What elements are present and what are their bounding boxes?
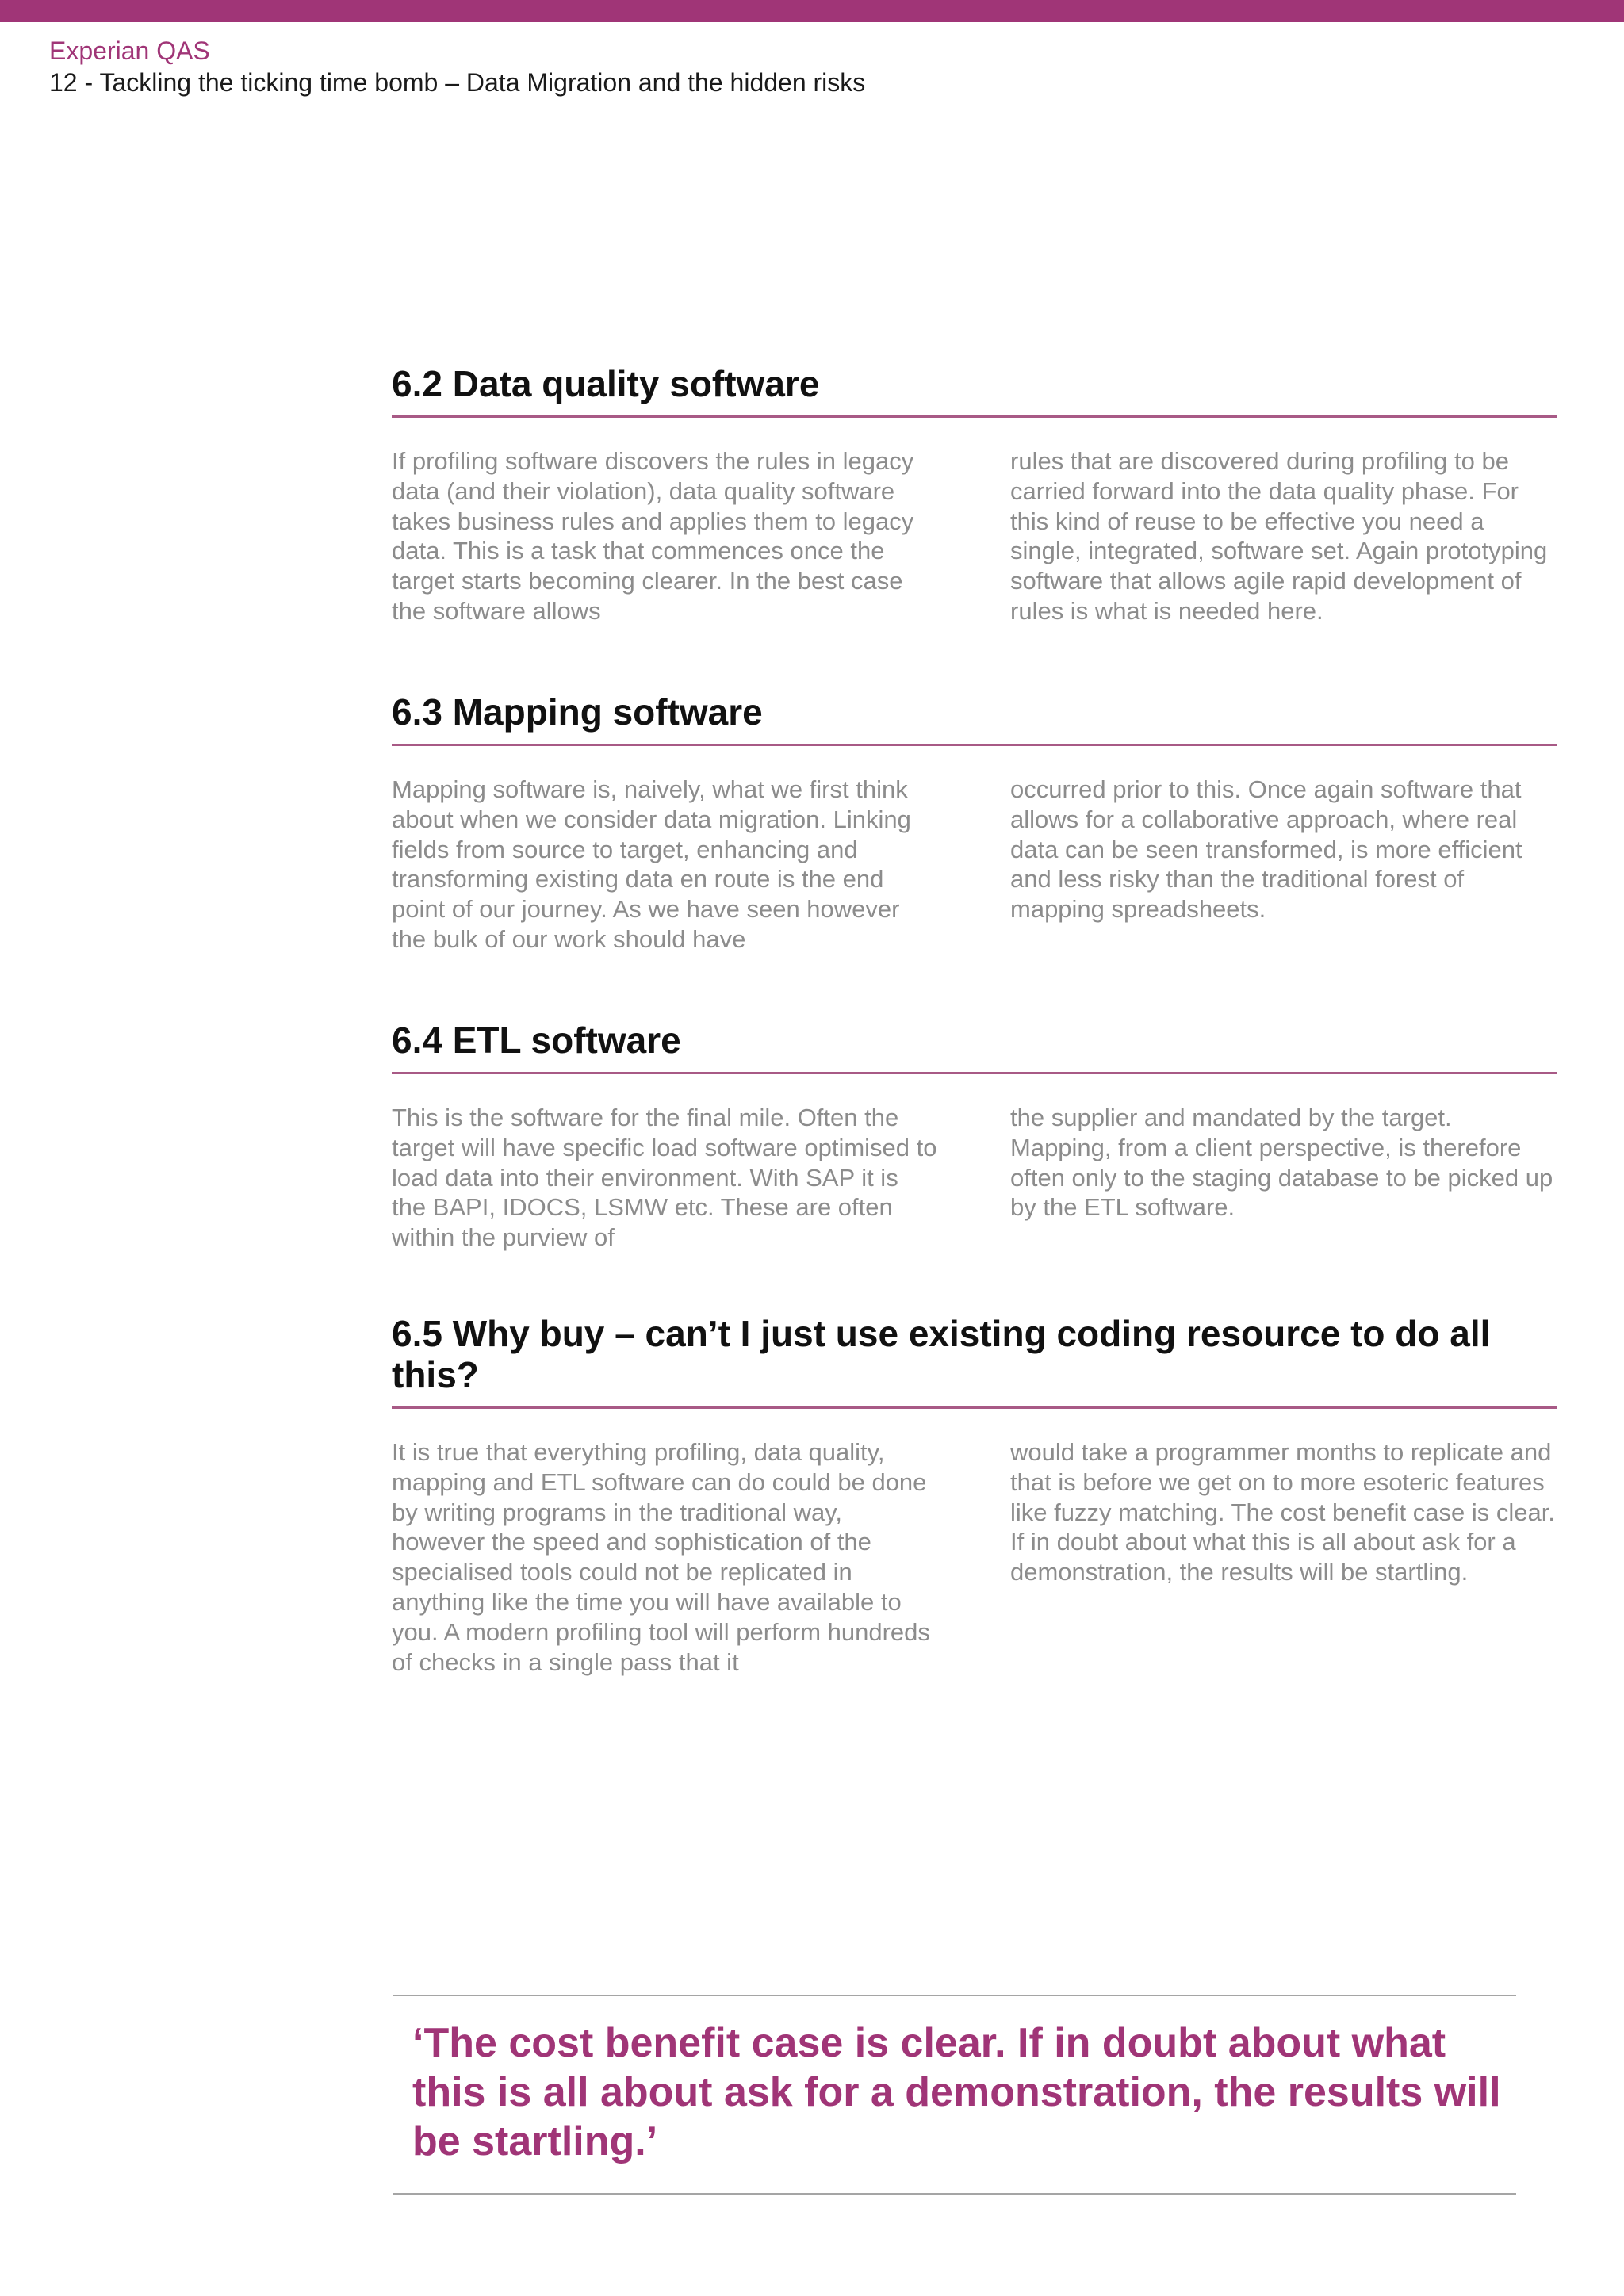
section-heading: 6.4 ETL software [392, 1020, 681, 1061]
right-column-text: rules that are discovered during profiling to be carried forward into the data quality phase. For this kind of reuse to be effective you need a single, integrated, software set. Again prototyping software that allows agile rapid development of rules is what is needed here. [1010, 447, 1548, 625]
section-columns [392, 446, 1557, 626]
section-heading: 6.2 Data quality software [392, 363, 820, 404]
section-heading: 6.3 Mapping software [392, 691, 763, 733]
pull-quote [393, 1995, 1516, 2195]
section-6-2 [392, 363, 1557, 626]
quote-top-rule [393, 1995, 1516, 1996]
page-header [49, 35, 865, 98]
section-columns [392, 1437, 1557, 1677]
right-column-text: would take a programmer months to replicate and that is before we get on to more esoteric features like fuzzy matching. The cost benefit case is clear. If in doubt about what this is all about ask for a demonstration, the results will be startling. [1010, 1438, 1555, 1586]
top-accent-bar [0, 0, 1624, 22]
document-title: - Tackling the ticking time bomb – Data Migration and the hidden risks [77, 68, 866, 97]
section-columns [392, 1103, 1557, 1253]
section-columns [392, 775, 1557, 955]
left-column-text: If profiling software discovers the rules in legacy data (and their violation), data quality software takes business rules and applies them to legacy data. This is a task that commences once the target starts becoming clearer. In the best case the software allows [392, 447, 914, 625]
right-column-text: the supplier and mandated by the target. Mapping, from a client perspective, is therefore often only to the staging database to be picked up by the ETL software. [1010, 1104, 1553, 1222]
section-6-4 [392, 1020, 1557, 1253]
brand-name: Experian QAS [49, 36, 210, 65]
quote-bottom-rule [393, 2193, 1516, 2195]
right-column-text: occurred prior to this. Once again software that allows for a collaborative approach, where real data can be seen transformed, is more efficient and less risky than the traditional forest of mapping spreadsheets. [1010, 775, 1522, 924]
section-6-5 [392, 1313, 1557, 1677]
page-number: 12 [49, 68, 78, 97]
running-header [49, 67, 865, 98]
section-6-3 [392, 691, 1557, 955]
section-heading: 6.5 Why buy – can’t I just use existing coding resource to do all this? [392, 1313, 1491, 1395]
left-column-text: Mapping software is, naively, what we first think about when we consider data migration. Linking fields from source to target, enhancing and transforming existing data en route is the end point of our journey. As we have seen however the bulk of our work should have [392, 775, 911, 953]
section-divider [392, 1406, 1557, 1409]
left-column-text: It is true that everything profiling, data quality, mapping and ETL software can do could be done by writing programs in the traditional way, however the speed and sophistication of the specialised tools could not be replicated in anything like the time you will have available to you. A modern profiling tool will perform hundreds of checks in a single pass that it [392, 1438, 930, 1676]
left-column-text: This is the software for the final mile. Often the target will have specific load software optimised to load data into their environment. With SAP it is the BAPI, IDOCS, LSMW etc. These are often within the purview of [392, 1104, 937, 1252]
section-divider [392, 744, 1557, 746]
pull-quote-text: ‘The cost benefit case is clear. If in doubt about what this is all about ask for a demonstration, the results will be startling.’ [412, 2020, 1501, 2164]
section-divider [392, 1072, 1557, 1074]
section-divider [392, 415, 1557, 418]
